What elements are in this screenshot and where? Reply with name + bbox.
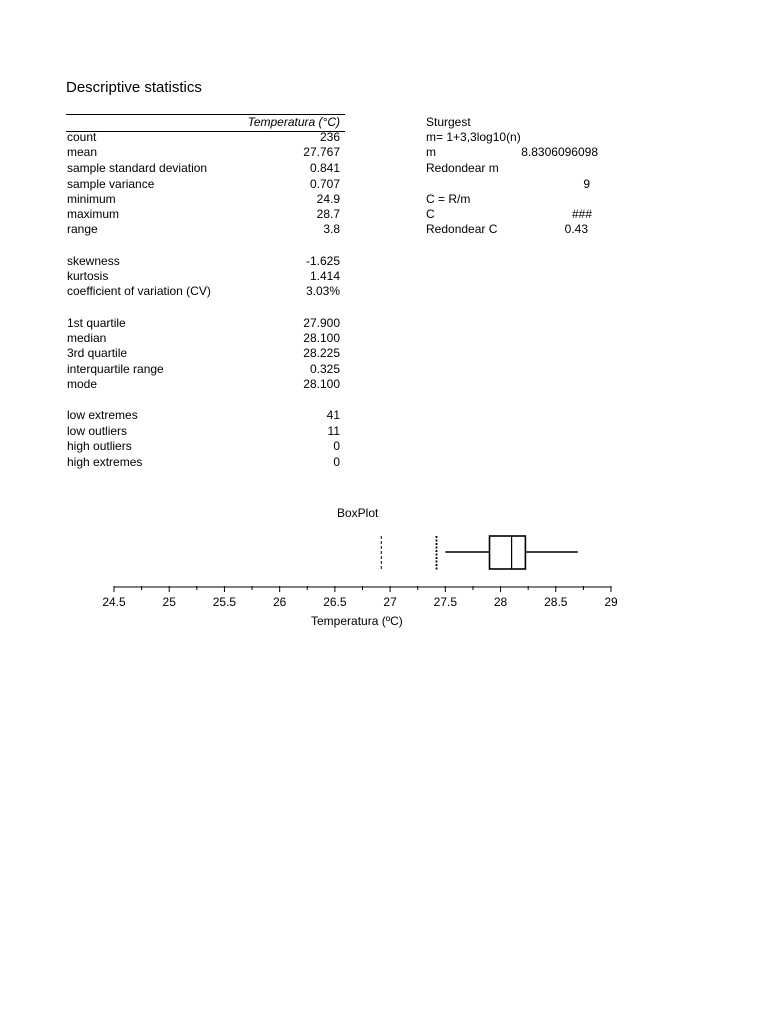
stat-value: 28.225: [303, 346, 340, 360]
x-tick-label: 27: [383, 595, 397, 609]
stat-label: low extremes: [67, 408, 138, 422]
x-tick-label: 28: [493, 595, 508, 609]
stat-value: 0: [333, 439, 340, 453]
stat-value: 0.325: [309, 362, 340, 376]
stat-label: 3rd quartile: [67, 346, 128, 360]
stat-value: 27.767: [303, 145, 340, 159]
column-header: Temperatura (°C): [66, 114, 345, 132]
x-tick-label: 26.5: [323, 595, 347, 609]
stat-label: skewness: [67, 254, 120, 268]
x-tick-label: 28.5: [544, 595, 568, 609]
stat-label: high extremes: [67, 455, 143, 469]
stat-value: -1.625: [305, 254, 340, 268]
stat-value: 41: [326, 408, 340, 422]
stat-value: 28.100: [303, 331, 340, 345]
stat-label: low outliers: [67, 424, 128, 438]
sturgest-c-label: C: [426, 207, 435, 221]
sturgest-formula-m: m= 1+3,3log10(n): [426, 130, 521, 144]
sturgest-formula-c: C = R/m: [426, 192, 471, 206]
x-axis-label: Temperatura (ºC): [311, 614, 403, 628]
stat-label: minimum: [67, 192, 116, 206]
x-tick-label: 29: [604, 595, 618, 609]
stat-label: median: [67, 331, 107, 345]
stat-value: 28.100: [303, 377, 340, 391]
stat-label: coefficient of variation (CV): [67, 284, 211, 298]
x-tick-label: 26: [272, 595, 287, 609]
stat-label: kurtosis: [67, 269, 109, 283]
sturgest-c-value: ###: [571, 207, 592, 221]
stat-label: 1st quartile: [67, 316, 126, 330]
sturgest-heading: Sturgest: [426, 115, 471, 129]
sturgest-round-c-label: Redondear C: [426, 222, 498, 236]
stat-label: maximum: [67, 207, 120, 221]
sturgest-round-m-value: 9: [583, 177, 590, 191]
sturgest-round-c-value: 0.43: [564, 222, 588, 236]
stat-value: 11: [327, 424, 340, 438]
stat-label: sample standard deviation: [67, 161, 208, 175]
sturgest-m-value: 8.8306096098: [521, 145, 598, 159]
sturgest-m-label: m: [426, 145, 436, 159]
stat-label: mean: [67, 145, 98, 159]
stat-value: 0: [333, 455, 340, 469]
page-title: Descriptive statistics: [66, 79, 202, 96]
x-tick-label: 25.5: [212, 595, 237, 609]
x-tick-label: 24.5: [102, 595, 126, 609]
stat-label: range: [67, 222, 98, 236]
stat-label: high outliers: [67, 439, 132, 453]
stat-value: 3.8: [323, 222, 340, 236]
stat-label: interquartile range: [67, 362, 164, 376]
stat-value: 3.03%: [305, 284, 340, 298]
stat-label: count: [67, 130, 97, 144]
x-tick-label: 25: [162, 595, 176, 609]
stat-label: sample variance: [67, 177, 155, 191]
stat-label: mode: [67, 377, 98, 391]
stat-value: 27.900: [303, 316, 340, 330]
stat-value: 0.841: [309, 161, 340, 175]
stat-value: 28.7: [316, 207, 340, 221]
x-tick-label: 27.5: [433, 595, 458, 609]
stat-value: 236: [319, 130, 340, 144]
stat-value: 24.9: [316, 192, 340, 206]
boxplot-title: BoxPlot: [337, 506, 379, 520]
stat-value: 0.707: [309, 177, 340, 191]
stat-value: 1.414: [309, 269, 340, 283]
iqr-box: [490, 536, 526, 569]
sturgest-round-m-label: Redondear m: [426, 161, 499, 175]
